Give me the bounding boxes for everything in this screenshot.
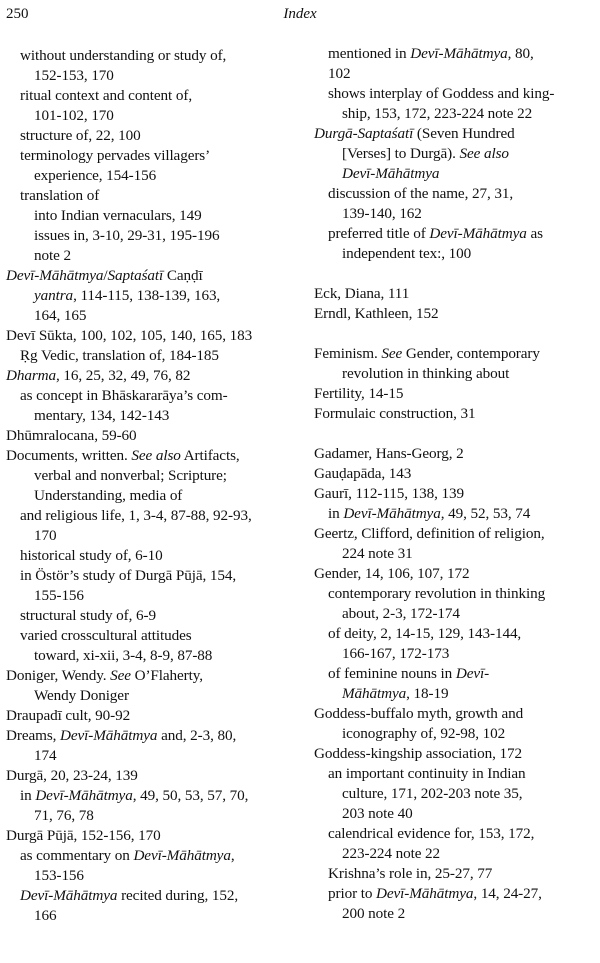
- index-entry: Devī-Māhātmya: [342, 165, 440, 182]
- index-entry: 166: [34, 907, 57, 924]
- index-entry: Durgā-Saptaśatī (Seven Hundred: [314, 125, 515, 142]
- index-entry: and religious life, 1, 3-4, 87-88, 92-93,: [20, 507, 252, 524]
- index-entry: Eck, Diana, 111: [314, 285, 410, 302]
- index-entry: 139-140, 162: [342, 205, 422, 222]
- index-entry: Durgā Pūjā, 152-156, 170: [6, 827, 161, 844]
- index-entry: culture, 171, 202-203 note 35,: [342, 785, 523, 802]
- index-entry: of deity, 2, 14-15, 129, 143-144,: [328, 625, 522, 642]
- index-entry: 153-156: [34, 867, 84, 884]
- index-entry: Wendy Doniger: [34, 687, 129, 704]
- index-entry: prior to Devī-Māhātmya, 14, 24-27,: [328, 885, 542, 902]
- index-entry: in Devī-Māhātmya, 49, 52, 53, 74: [328, 505, 531, 522]
- index-entry: Erndl, Kathleen, 152: [314, 305, 439, 322]
- index-entry: verbal and nonverbal; Scripture;: [34, 467, 227, 484]
- index-entry: as commentary on Devī-Māhātmya,: [20, 847, 235, 864]
- index-entry: ship, 153, 172, 223-224 note 22: [342, 105, 533, 122]
- index-entry: discussion of the name, 27, 31,: [328, 185, 514, 202]
- index-entry: Devī-Māhātmya/Saptaśatī Caṇḍī: [6, 267, 203, 284]
- index-entry: [Verses] to Durgā). See also: [342, 145, 509, 162]
- index-entry: mentary, 134, 142-143: [34, 407, 170, 424]
- index-entry: Documents, written. See also Artifacts,: [6, 447, 240, 464]
- index-entry: preferred title of Devī-Māhātmya as: [328, 225, 543, 242]
- index-entry: Feminism. See Gender, contemporary: [314, 345, 540, 362]
- index-entry: 224 note 31: [342, 545, 413, 562]
- index-entry: structural study of, 6-9: [20, 607, 156, 624]
- index-entry: Dharma, 16, 25, 32, 49, 76, 82: [6, 367, 191, 384]
- index-entry: Ṛg Vedic, translation of, 184-185: [20, 347, 219, 364]
- index-entry: Devī Sūkta, 100, 102, 105, 140, 165, 183: [6, 327, 253, 344]
- index-entry: 71, 76, 78: [34, 807, 94, 824]
- index-entry: historical study of, 6-10: [20, 547, 163, 564]
- index-entry: Devī-Māhātmya recited during, 152,: [20, 887, 239, 904]
- index-entry: 102: [328, 65, 351, 82]
- index-entry: Formulaic construction, 31: [314, 405, 476, 422]
- index-entry: Goddess-kingship association, 172: [314, 745, 523, 762]
- index-entry: ritual context and content of,: [20, 87, 193, 104]
- index-entry: terminology pervades villagers’: [20, 147, 211, 164]
- index-entry: in Devī-Māhātmya, 49, 50, 53, 57, 70,: [20, 787, 249, 804]
- index-entry: 170: [34, 527, 57, 544]
- index-entry: translation of: [20, 187, 100, 204]
- index-entry: 174: [34, 747, 57, 764]
- index-entry: 223-224 note 22: [342, 845, 441, 862]
- index-entry: Dhūmralocana, 59-60: [6, 427, 137, 444]
- index-entry: without understanding or study of,: [20, 47, 227, 64]
- index-entry: as concept in Bhāskararāya’s com-: [20, 387, 228, 404]
- index-entry: 203 note 40: [342, 805, 413, 822]
- index-entry: Fertility, 14-15: [314, 385, 404, 402]
- index-entry: Gender, 14, 106, 107, 172: [314, 565, 470, 582]
- index-entry: Geertz, Clifford, definition of religion,: [314, 525, 545, 542]
- index-entry: 166-167, 172-173: [342, 645, 450, 662]
- section-gap: [314, 424, 600, 444]
- page-number: 250: [6, 6, 29, 22]
- index-entry: note 2: [34, 247, 71, 264]
- index-entry: 164, 165: [34, 307, 87, 324]
- index-entry: Dreams, Devī-Māhātmya and, 2-3, 80,: [6, 727, 237, 744]
- index-column-left: [6, 46, 298, 926]
- index-entry: contemporary revolution in thinking: [328, 585, 546, 602]
- index-entry: Understanding, media of: [34, 487, 183, 504]
- index-entry: Krishna’s role in, 25-27, 77: [328, 865, 493, 882]
- index-entry: in Östör’s study of Durgā Pūjā, 154,: [20, 567, 237, 584]
- index-entry: Gadamer, Hans-Georg, 2: [314, 445, 464, 462]
- index-entry: 155-156: [34, 587, 84, 604]
- index-entry: varied crosscultural attitudes: [20, 627, 192, 644]
- index-entry: toward, xi-xii, 3-4, 8-9, 87-88: [34, 647, 213, 664]
- index-entry: yantra, 114-115, 138-139, 163,: [34, 287, 221, 304]
- index-entry: iconography of, 92-98, 102: [342, 725, 506, 742]
- index-entry: issues in, 3-10, 29-31, 195-196: [34, 227, 220, 244]
- index-entry: shows interplay of Goddess and king-: [328, 85, 555, 102]
- index-entry: mentioned in Devī-Māhātmya, 80,: [328, 45, 534, 62]
- running-header: [0, 4, 600, 26]
- index-entry: experience, 154-156: [34, 167, 157, 184]
- index-entry: an important continuity in Indian: [328, 765, 526, 782]
- index-entry: calendrical evidence for, 153, 172,: [328, 825, 535, 842]
- index-entry: 152-153, 170: [34, 67, 114, 84]
- index-entry: Draupadī cult, 90-92: [6, 707, 131, 724]
- index-entry: of feminine nouns in Devī-: [328, 665, 490, 682]
- running-title: Index: [283, 6, 317, 22]
- section-gap: [314, 324, 600, 344]
- index-entry: revolution in thinking about: [342, 365, 510, 382]
- index-entry: Gaurī, 112-115, 138, 139: [314, 485, 465, 502]
- index-entry: Doniger, Wendy. See O’Flaherty,: [6, 667, 203, 684]
- index-entry: structure of, 22, 100: [20, 127, 141, 144]
- index-entry: independent tex:, 100: [342, 245, 472, 262]
- index-entry: Gauḍapāda, 143: [314, 465, 412, 482]
- index-entry: 101-102, 170: [34, 107, 114, 124]
- index-entry: Goddess-buffalo myth, growth and: [314, 705, 524, 722]
- index-entry: Durgā, 20, 23-24, 139: [6, 767, 138, 784]
- index-entry: 200 note 2: [342, 905, 406, 922]
- section-gap: [314, 264, 600, 284]
- index-entry: into Indian vernaculars, 149: [34, 207, 202, 224]
- index-entry: Māhātmya, 18-19: [342, 685, 449, 702]
- index-column-right: [314, 44, 600, 924]
- index-entry: about, 2-3, 172-174: [342, 605, 460, 622]
